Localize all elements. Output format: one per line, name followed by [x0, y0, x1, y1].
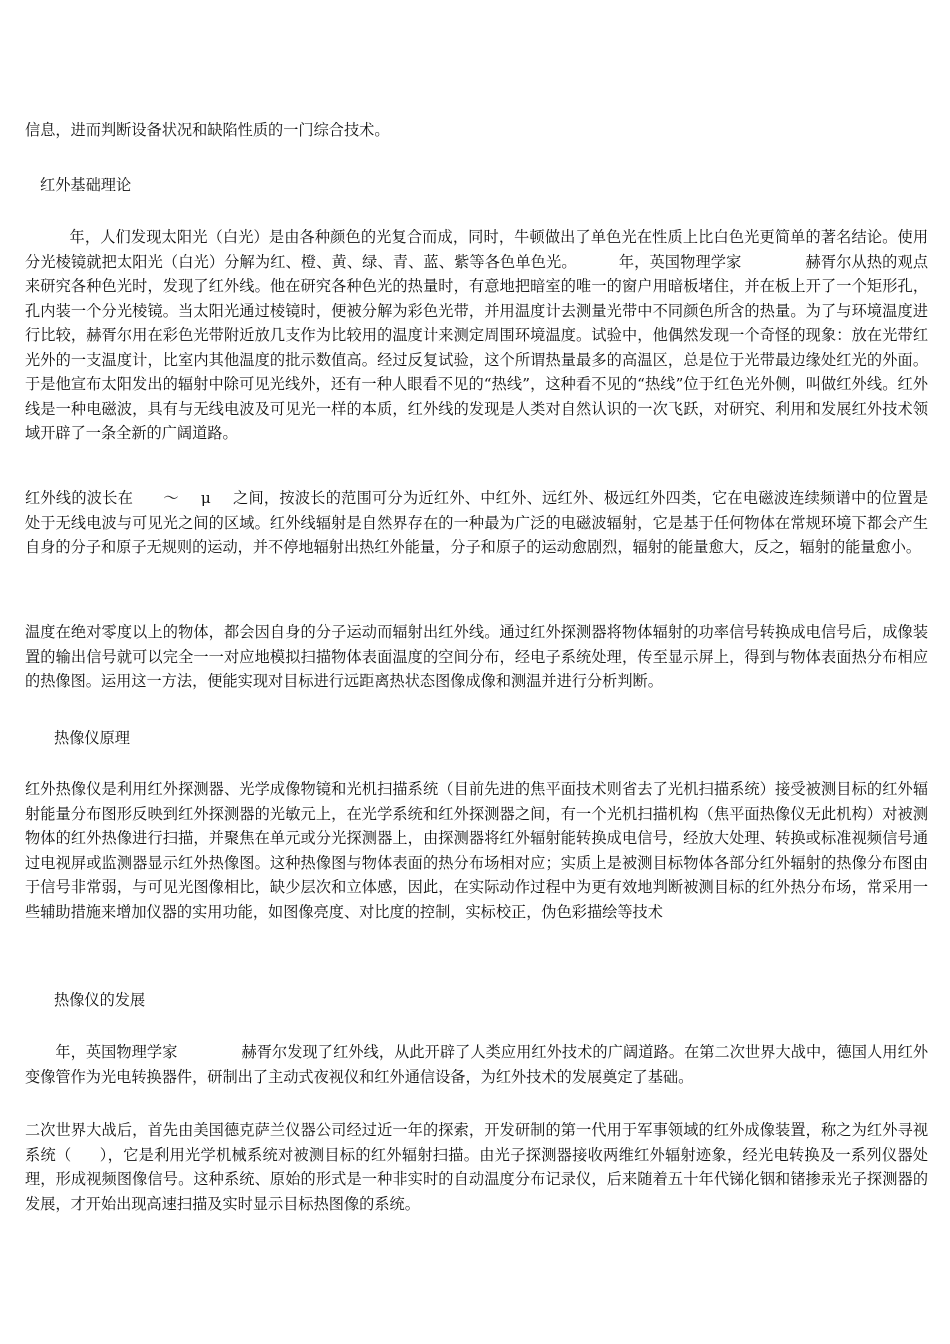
paragraph-postwar-development	[25, 1118, 928, 1216]
paragraph-intro-tail: 信息，进而判断设备状况和缺陷性质的一门综合技术。	[25, 121, 390, 139]
paragraph-imager-principle: 红外热像仪是利用红外探测器、光学成像物镜和光机扫描系统（目前先进的焦平面技术则省去了光机扫描系统）接受被测目标的红外辐射能量分布图形反映到红外探测器的光敏元上，在光学系统和红外探测器之间，有一个光机扫描机构（焦平面热像仪无此机构）对被测物体的红外热像进行扫描，并聚焦在单元或分光探测器上，由探测器将红外辐射能转换成电信号，经放大处理、转换或标准视频信号通过电视屏或监测器显示红外热像图。这种热像图与物体表面的热分布场相对应；实质上是被测目标物体各部分红外辐射的热像分布图由于信号非常弱，与可见光图像相比，缺少层次和立体感，因此，在实际动作过程中为更有效地判断被测目标的红外热分布场，常采用一些辅助措施来增加仪器的实用功能，如图像亮度、对比度的控制，实标校正，伪色彩描绘等技术	[25, 780, 928, 921]
section-heading-infrared-basics: 红外基础理论	[40, 176, 132, 194]
paragraph-thermal-imaging: 温度在绝对零度以上的物体，都会因自身的分子运动而辐射出红外线。通过红外探测器将物体辐射的功率信号转换成电信号后，成像装置的输出信号就可以完全一一对应地模拟扫描物体表面温度的空间分布，经电子系统处理，传至显示屏上，得到与物体表面热分布相应的热像图。运用这一方法，便能实现对目标进行远距离热状态图像成像和测温并进行分析判断。	[25, 623, 928, 690]
text-run: μ	[200, 489, 211, 507]
text-run: 红外线的波长在	[25, 489, 134, 507]
section-heading-imager-development: 热像仪的发展	[54, 991, 146, 1009]
text-run: ～	[163, 489, 179, 507]
text-run: 年，英国物理学家	[55, 1043, 178, 1061]
text-run: 赫胥尔发现了红外线，从此开辟了人类应用红外技术的广阔道路。在第二次世界大战中，德国人用红外变像管作为光电转换器件，研制出了主动式夜视仪和红外通信设备，为红外技术的发展奠定了基础。	[25, 1043, 929, 1086]
paragraph-infrared-wavelength	[25, 486, 928, 560]
section-heading-imager-principle: 热像仪原理	[54, 729, 130, 747]
paragraph-imager-history	[25, 1040, 928, 1089]
text-run: 之间，按波长的范围可分为近红外、中红外、远红外、极远红外四类，它在电磁波连续频谱中的位置是处于无线电波与可见光之间的区域。红外线辐射是自然界存在的一种最为广泛的电磁波辐射，它是基于任何物体在常规环境下都会产生自身的分子和原子无规则的运动，并不停地辐射出热红外能量，分子和原子的运动愈剧烈，辐射的能量愈大，反之，辐射的能量愈小。	[25, 489, 929, 556]
text-run: 二次世界大战后，首先由美国德克萨兰仪器公司经过近一年的探索，开发研制的第一代用于军事领域的红外成像装置，称之为红外寻视系统（	[25, 1121, 928, 1164]
text-run: 年，人们发现太阳光（白光）是由各种颜色的光复合而成，同时，牛顿做出了单色光在性质上比白色光更简单的著名结论。使用分光棱镜就把太阳光（白光）分解为红、橙、黄、绿、青、蓝、紫等各色单色光。	[25, 228, 928, 271]
text-run: 赫胥尔从热的观点来研究各种色光时，发现了红外线。他在研究各种色光的热量时，有意地把暗室的唯一的窗户用暗板堵住，并在板上开了一个矩形孔，孔内装一个分光棱镜。当太阳光通过棱镜时，便被分解为彩色光带，并用温度计去测量光带中不同颜色所含的热量。为了与环境温度进行比较，赫胥尔用在彩色光带附近放几支作为比较用的温度计来测定周围环境温度。试验中，他偶然发现一个奇怪的现象：放在光带红光外的一支温度计，比室内其他温度的批示数值高。经过反复试验，这个所谓热量最多的高温区，总是位于光带最边缘处红光的外面。于是他宣布太阳发出的辐射中除可见光线外，还有一种人眼看不见的“热线”，这种看不见的“热线”位于红色光外侧，叫做红外线。红外线是一种电磁波，具有与无线电波及可见光一样的本质，红外线的发现是人类对自然认识的一次飞跃，对研究、利用和发展红外技术领域开辟了一条全新的广阔道路。	[25, 252, 929, 442]
text-run: 年，英国物理学家	[618, 252, 742, 271]
text-run: ），它是利用光学机械系统对被测目标的红外辐射扫描。由光子探测器接收两维红外辐射迹象，经光电转换及一系列仪器处理，形成视频图像信号。这种系统、原始的形式是一种非实时的自动温度分布记录仪，后来随着五十年代锑化铟和锗掺汞光子探测器的发展，才开始出现高速扫描及实时显示目标热图像的系统。	[25, 1145, 928, 1213]
paragraph-infrared-discovery	[25, 225, 928, 446]
